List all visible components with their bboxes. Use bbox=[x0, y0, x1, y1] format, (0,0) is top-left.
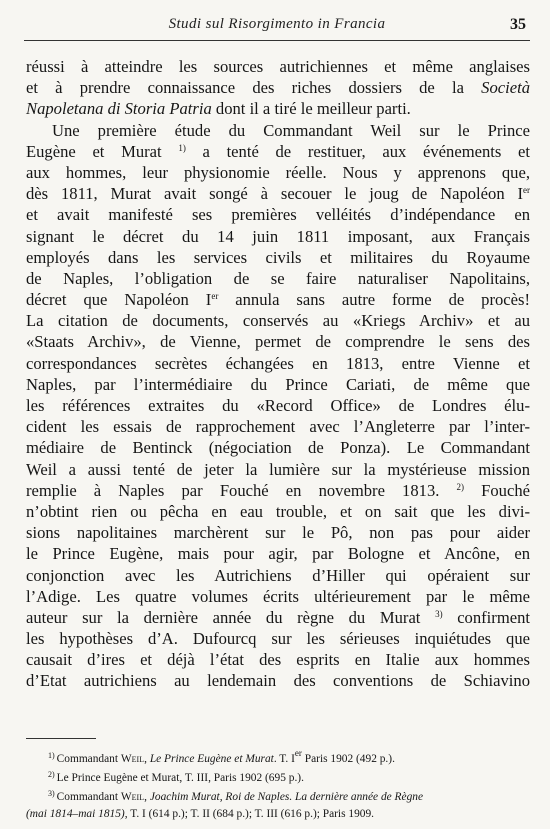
text-line: «Staats Archiv», de Vienne, permet de comprendre le sens des bbox=[26, 332, 530, 352]
text-line: Une première étude du Commandant Weil sur le Prince bbox=[52, 120, 530, 140]
text-line: aux hommes, leur physionomie réelle. Nous y apprenons que, bbox=[26, 162, 530, 182]
body-text bbox=[26, 56, 530, 692]
text-line: signant le décret du 14 juin 1811 imposant, aux Français bbox=[26, 226, 530, 246]
text-line: employés dans les services civils et militaires du Royaume bbox=[26, 247, 530, 267]
footnote-1: $^{1)}$ Commandant Weil, Le Prince Eugène et Murat. T. Ier Paris 1902 (492 p.). bbox=[48, 748, 395, 765]
text-line: les hypothèses d’A. Dufourcq sur les sérieuses inquiétudes que bbox=[26, 629, 530, 649]
text-line: sions napolitaines marchèrent sur le Pô, non pas pour aider bbox=[26, 523, 530, 543]
text-line: causait d’ires et déjà l’état des esprits en Italie aux hommes bbox=[26, 650, 530, 670]
text-line: réussi à atteindre les sources autrichiennes et même anglaises bbox=[26, 57, 530, 76]
footnote-ref: 3) bbox=[435, 608, 443, 619]
text-line: auteur sur la dernière année du règne du Murat $^{3)}$ confirment bbox=[26, 607, 530, 627]
page-header bbox=[24, 16, 530, 40]
text-line: cident les essais de rapprochement avec l’Angleterre par l’inter- bbox=[26, 417, 530, 437]
text-line: correspondances secrètes échangées en 1813, entre Vienne et bbox=[26, 353, 530, 373]
footnotes bbox=[26, 748, 530, 822]
text-line: remplie à Naples par Fouché en novembre 1813. $^{2)}$ Fouché bbox=[26, 480, 531, 500]
header-rule bbox=[24, 40, 530, 41]
footnote-ref: 2) bbox=[456, 481, 465, 492]
footnote-rule bbox=[26, 738, 96, 739]
text-line: Eugène et Murat $^{1)}$ a tenté de restituer, aux événements et bbox=[26, 141, 530, 161]
text-line: n’obtint rien ou pêcha en eau trouble, et on sait que les divi- bbox=[26, 501, 530, 521]
footnote-ref: 1) bbox=[178, 142, 186, 153]
text-line: l’Adige. Les quatre volumes écrits ultérieurement par le même bbox=[26, 586, 530, 606]
text-line: d’Etat autrichiens au lendemain des conventions de Schiavino bbox=[26, 671, 530, 691]
text-line: conjonction avec les Autrichiens d’Hiller qui opéraient sur bbox=[26, 565, 530, 585]
page-number: 35 bbox=[510, 16, 526, 33]
footnote-3: $^{3)}$ Commandant Weil, Joachim Murat, Roi de Naples. La dernière année de Règne bbox=[48, 789, 424, 804]
text-line: La citation de documents, conservés au «Kriegs Archiv» et au bbox=[26, 311, 530, 331]
text-line: médiaire de Bentinck (négociation de Ponza). Le Commandant bbox=[26, 438, 530, 458]
text-line: dès 1811, Murat avait songé à secouer le joug de Napoléon Ier bbox=[26, 184, 530, 204]
footnote-2: $^{2)}$ Le Prince Eugène et Murat, T. III, Paris 1902 (695 p.). bbox=[48, 770, 304, 785]
text-line: et avait manifesté ses premières velléités d’indépendance en bbox=[26, 205, 530, 225]
text-line: le Prince Eugène, mais pour agir, par Bologne et Ancône, en bbox=[26, 544, 530, 564]
text-line: Weil a aussi tenté de jeter la lumière sur la mystérieuse mission bbox=[26, 459, 530, 479]
text-line: Naples, par l’intermédiaire du Prince Cariati, de même que bbox=[26, 374, 530, 394]
text-line: décret que Napoléon Ier annula sans autre forme de procès! bbox=[26, 290, 530, 310]
text-line: et à prendre connaissance des riches dossiers de la Società bbox=[26, 78, 530, 98]
running-title: Studi sul Risorgimento in Francia bbox=[168, 16, 386, 32]
text-line: de Naples, l’obligation de se faire naturaliser Napolitains, bbox=[26, 268, 530, 288]
text-line: les références extraites du «Record Office» de Londres élu- bbox=[26, 396, 530, 415]
footnote-3-continued: (mai 1814–mai 1815), T. I (614 p.); T. II (684 p.); T. III (616 p.); Paris 1909. bbox=[26, 807, 375, 820]
text-line: Napoletana di Storia Patria dont il a tiré le meilleur parti. bbox=[26, 99, 411, 119]
